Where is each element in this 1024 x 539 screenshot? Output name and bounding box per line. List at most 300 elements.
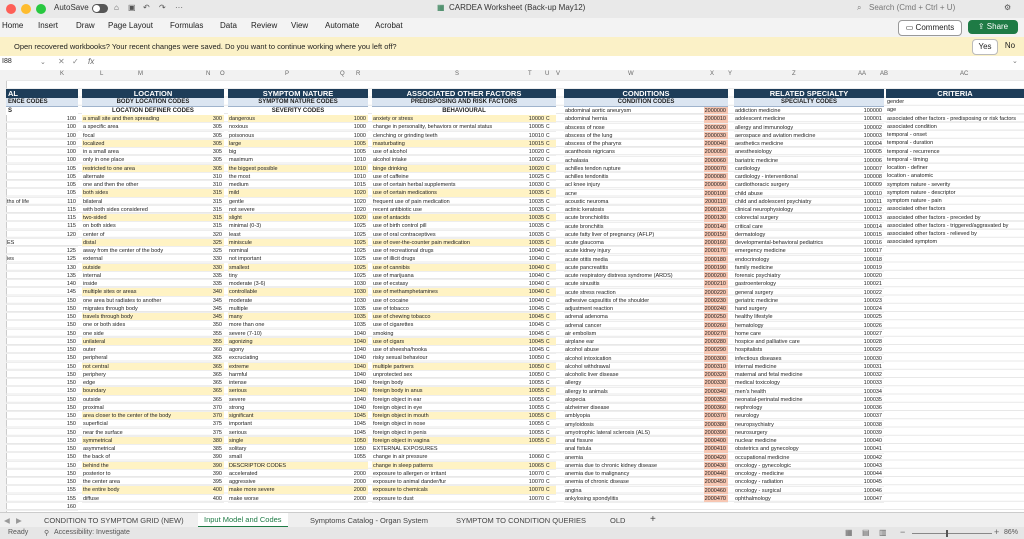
cell-text[interactable]: recent antibiotic use: [373, 206, 422, 213]
cell-code[interactable]: 155: [66, 487, 76, 494]
cell-code[interactable]: 10030: [528, 182, 544, 188]
table-row[interactable]: [228, 239, 368, 247]
table-row[interactable]: [82, 206, 224, 214]
cell-text[interactable]: achilles tendon rupture: [565, 165, 621, 172]
cell-flag[interactable]: C: [546, 165, 550, 172]
cell-text[interactable]: neurosurgery: [735, 429, 768, 436]
table-row[interactable]: [228, 338, 368, 346]
cell-flag[interactable]: C: [546, 256, 550, 263]
cell-text[interactable]: focal: [83, 132, 95, 139]
cell-code[interactable]: 100004: [863, 141, 882, 147]
cell-code[interactable]: 100043: [863, 462, 882, 469]
table-row[interactable]: [564, 487, 728, 495]
cell-code[interactable]: 345: [212, 305, 222, 312]
cell-text[interactable]: aggressive: [229, 479, 256, 485]
column-header[interactable]: R: [356, 71, 361, 77]
column-header[interactable]: N: [206, 71, 211, 77]
table-row[interactable]: [372, 214, 556, 222]
table-row[interactable]: [228, 255, 368, 263]
table-row[interactable]: [82, 313, 224, 321]
table-row[interactable]: [82, 148, 224, 156]
cell-code[interactable]: 10070: [528, 495, 544, 502]
home-icon[interactable]: ⌂: [114, 3, 119, 12]
table-row[interactable]: [82, 305, 224, 313]
cell-flag[interactable]: C: [546, 289, 550, 296]
cell-text[interactable]: symptom nature - descriptor: [887, 189, 956, 196]
table-row[interactable]: [734, 198, 884, 206]
cell-text[interactable]: [6, 387, 54, 394]
cell-text[interactable]: [6, 453, 54, 460]
column-header[interactable]: P: [285, 71, 290, 77]
cell-text[interactable]: [6, 222, 54, 229]
cell-text[interactable]: [6, 231, 54, 238]
cell-code[interactable]: 2000: [353, 487, 366, 494]
tab-automate[interactable]: Automate: [325, 21, 360, 30]
cell-flag[interactable]: C: [546, 338, 550, 345]
table-row[interactable]: [6, 396, 78, 404]
cell-text[interactable]: serious: [229, 429, 247, 436]
cell-code[interactable]: 100020: [863, 273, 882, 279]
table-row[interactable]: [228, 330, 368, 338]
cell-flag[interactable]: C: [546, 248, 550, 254]
cell-code[interactable]: 100035: [863, 396, 882, 403]
close-window-button[interactable]: [6, 4, 16, 14]
cell-text[interactable]: [6, 429, 54, 436]
cell-code[interactable]: 340: [212, 289, 222, 296]
cell-flag[interactable]: C: [546, 388, 550, 395]
cell-text[interactable]: superficial: [83, 421, 108, 428]
cell-code[interactable]: 10035: [528, 239, 544, 246]
cell-text[interactable]: abdominal hernia: [565, 116, 608, 123]
table-row[interactable]: [372, 173, 556, 181]
cell-text[interactable]: use of tobacco: [373, 305, 409, 312]
cell-text[interactable]: posterior to: [83, 470, 111, 477]
table-row[interactable]: [372, 420, 556, 428]
table-row[interactable]: [564, 132, 728, 140]
cell-text[interactable]: behind the: [83, 462, 109, 469]
table-row[interactable]: [6, 189, 78, 197]
table-row[interactable]: [886, 214, 1024, 222]
table-row[interactable]: [6, 239, 78, 247]
cancel-icon[interactable]: ✕: [58, 57, 65, 66]
table-row[interactable]: [564, 322, 728, 330]
cell-code[interactable]: 100010: [863, 190, 882, 197]
table-row[interactable]: [564, 115, 728, 123]
cell-text[interactable]: [6, 478, 54, 485]
cell-code[interactable]: 2000400: [704, 438, 726, 444]
cell-text[interactable]: severe: [229, 396, 246, 403]
cell-code[interactable]: 1000: [353, 124, 366, 131]
table-row[interactable]: [564, 148, 728, 156]
cell-code[interactable]: 330: [212, 264, 222, 271]
cell-text[interactable]: use of certain medications: [373, 190, 437, 197]
accessibility-status[interactable]: Accessibility: Investigate: [54, 529, 130, 536]
cell-text[interactable]: use of certain herbal supplements: [373, 182, 456, 188]
table-row[interactable]: [734, 313, 884, 321]
cell-text[interactable]: forensic psychiatry: [735, 273, 781, 279]
cell-code[interactable]: 100: [66, 157, 76, 164]
table-row[interactable]: [228, 206, 368, 214]
table-row[interactable]: [228, 346, 368, 354]
cell-code[interactable]: 105: [66, 173, 76, 180]
cell-code[interactable]: 10055: [528, 396, 544, 403]
cell-code[interactable]: 2000230: [704, 297, 726, 304]
cell-code[interactable]: 385: [212, 446, 222, 452]
table-row[interactable]: [564, 124, 728, 132]
cell-code[interactable]: 2000310: [704, 363, 726, 370]
cell-code[interactable]: 150: [66, 388, 76, 395]
cell-code[interactable]: 2000270: [704, 330, 726, 337]
cell-text[interactable]: moderate (3-6): [229, 281, 266, 287]
cell-flag[interactable]: C: [546, 421, 550, 428]
cell-text[interactable]: [6, 115, 54, 122]
table-row[interactable]: [734, 478, 884, 486]
cell-code[interactable]: 100018: [863, 256, 882, 263]
table-row[interactable]: [6, 354, 78, 362]
cell-code[interactable]: 365: [212, 371, 222, 378]
cell-flag[interactable]: C: [546, 223, 550, 230]
table-row[interactable]: [886, 164, 1024, 172]
table-row[interactable]: [372, 189, 556, 197]
cell-text[interactable]: agonizing: [229, 338, 253, 345]
cell-text[interactable]: important: [229, 421, 252, 428]
table-row[interactable]: [6, 313, 78, 321]
redo-icon[interactable]: ↷: [159, 3, 166, 12]
table-row[interactable]: [886, 98, 1024, 106]
share-button[interactable]: [968, 20, 1018, 34]
table-row[interactable]: [6, 156, 78, 164]
cell-text[interactable]: allergy to animals: [565, 388, 608, 395]
cell-code[interactable]: 310: [212, 182, 222, 188]
cell-text[interactable]: [6, 379, 54, 386]
table-row[interactable]: [372, 181, 556, 189]
cell-text[interactable]: [6, 445, 54, 452]
table-row[interactable]: [82, 478, 224, 486]
cell-text[interactable]: associated other factors - preceded by: [887, 214, 981, 221]
cell-flag[interactable]: C: [546, 231, 550, 238]
cell-text[interactable]: frequent use of pain medication: [373, 198, 450, 205]
cell-text[interactable]: foreign object in eye: [373, 404, 423, 411]
table-row[interactable]: [734, 289, 884, 297]
cell-text[interactable]: temporal - onset: [887, 132, 927, 138]
cell-code[interactable]: 100009: [863, 182, 882, 189]
cell-text[interactable]: one and then the other: [83, 182, 139, 188]
cell-code[interactable]: 345: [212, 314, 222, 320]
table-row[interactable]: [564, 157, 728, 165]
table-row[interactable]: [6, 321, 78, 329]
cell-code[interactable]: 2000110: [704, 198, 726, 205]
cell-text[interactable]: [6, 305, 54, 312]
cell-code[interactable]: 360: [212, 347, 222, 353]
cell-code[interactable]: 120: [66, 231, 76, 238]
cell-text[interactable]: not important: [229, 256, 262, 263]
cell-text[interactable]: amyloidosis: [565, 421, 594, 428]
table-row[interactable]: [734, 140, 884, 148]
cell-code[interactable]: 100046: [863, 487, 882, 494]
cell-text[interactable]: [6, 288, 54, 295]
cell-code[interactable]: 1005: [353, 140, 366, 147]
cell-code[interactable]: 100031: [863, 363, 882, 370]
undo-icon[interactable]: ↶: [143, 3, 150, 12]
cell-text[interactable]: use of caffeine: [373, 173, 409, 180]
cell-code[interactable]: 1055: [353, 454, 366, 461]
zoom-slider[interactable]: [912, 533, 992, 534]
table-row[interactable]: [82, 379, 224, 387]
cell-code[interactable]: 150: [66, 429, 76, 436]
page-break-view-icon[interactable]: ▥: [879, 528, 887, 537]
cell-text[interactable]: [6, 247, 54, 254]
table-row[interactable]: [228, 495, 368, 503]
cell-code[interactable]: 2000090: [704, 182, 726, 189]
cell-code[interactable]: 1050: [353, 446, 366, 452]
table-row[interactable]: [734, 190, 884, 198]
cell-code[interactable]: 355: [212, 330, 222, 337]
tab-formulas[interactable]: Formulas: [170, 21, 204, 30]
cell-code[interactable]: 1040: [353, 363, 366, 370]
cell-text[interactable]: on both sides: [83, 223, 116, 230]
cell-text[interactable]: foreign object in ear: [373, 396, 422, 403]
cell-text[interactable]: achilles tendonitis: [565, 174, 609, 180]
cell-code[interactable]: 2000390: [704, 429, 726, 436]
cell-code[interactable]: 325: [212, 248, 222, 254]
table-row[interactable]: [734, 157, 884, 165]
table-row[interactable]: [228, 272, 368, 280]
table-row[interactable]: [372, 132, 556, 140]
cell-text[interactable]: maternal and fetal medicine: [735, 372, 803, 378]
table-row[interactable]: [228, 222, 368, 230]
cell-code[interactable]: 140: [66, 281, 76, 287]
cell-code[interactable]: 2000: [353, 479, 366, 485]
table-row[interactable]: [82, 214, 224, 222]
cell-code[interactable]: 320: [212, 231, 222, 238]
cell-flag[interactable]: C: [546, 281, 550, 287]
table-row[interactable]: [6, 222, 78, 230]
cell-text[interactable]: [6, 363, 54, 370]
cell-text[interactable]: men's health: [735, 388, 767, 395]
cell-text[interactable]: air embolism: [565, 330, 597, 337]
cell-code[interactable]: 390: [212, 454, 222, 461]
cell-text[interactable]: bariatric medicine: [735, 157, 779, 164]
cell-text[interactable]: neurology: [735, 413, 760, 420]
cell-code[interactable]: 305: [212, 157, 222, 164]
cell-code[interactable]: 10050: [528, 371, 544, 378]
autosave-toggle[interactable]: [92, 4, 108, 13]
cell-code[interactable]: 160: [66, 503, 76, 510]
cell-code[interactable]: 2000370: [704, 413, 726, 420]
cell-code[interactable]: 100005: [863, 149, 882, 156]
cell-text[interactable]: [6, 486, 54, 493]
cell-code[interactable]: 150: [66, 330, 76, 337]
table-row[interactable]: [734, 470, 884, 478]
table-row[interactable]: [734, 429, 884, 437]
table-row[interactable]: [734, 239, 884, 247]
fx-icon[interactable]: fx: [88, 57, 95, 66]
cell-flag[interactable]: C: [546, 215, 550, 221]
cell-code[interactable]: 1025: [353, 239, 366, 246]
cell-code[interactable]: 1040: [353, 388, 366, 395]
cell-code[interactable]: 100021: [863, 281, 882, 288]
table-row[interactable]: [6, 470, 78, 478]
cell-text[interactable]: multiple: [229, 305, 248, 312]
cell-text[interactable]: associated other factors - predisposing or risk factors: [887, 115, 1017, 122]
column-header[interactable]: L: [100, 71, 104, 77]
cell-code[interactable]: 10025: [528, 173, 544, 180]
column-header[interactable]: AA: [858, 71, 867, 77]
cell-code[interactable]: 2000190: [704, 264, 726, 271]
cell-code[interactable]: 2000410: [704, 446, 726, 453]
tab-acrobat[interactable]: Acrobat: [375, 21, 403, 30]
cell-code[interactable]: 370: [212, 413, 222, 419]
cell-text[interactable]: [6, 132, 54, 139]
cell-text[interactable]: temporal - recurrence: [887, 148, 940, 155]
cell-code[interactable]: 100045: [863, 479, 882, 486]
cell-text[interactable]: exposure to dust: [373, 495, 414, 502]
table-row[interactable]: [82, 264, 224, 272]
cell-code[interactable]: 1025: [353, 264, 366, 271]
table-row[interactable]: [372, 247, 556, 255]
cell-code[interactable]: 10045: [528, 330, 544, 337]
cell-text[interactable]: neonatal-perinatal medicine: [735, 396, 803, 403]
cell-text[interactable]: [6, 140, 54, 147]
table-row[interactable]: [82, 470, 224, 478]
table-row[interactable]: [6, 272, 78, 280]
cell-code[interactable]: 100: [66, 116, 76, 122]
cell-code[interactable]: 1040: [353, 338, 366, 345]
cell-text[interactable]: [6, 264, 54, 271]
table-row[interactable]: [82, 132, 224, 140]
cell-code[interactable]: 2000330: [704, 380, 726, 387]
table-row[interactable]: [6, 387, 78, 395]
table-row[interactable]: [228, 231, 368, 239]
cell-text[interactable]: dermatology: [735, 231, 766, 238]
cell-code[interactable]: 10055: [528, 380, 544, 386]
cell-flag[interactable]: C: [546, 314, 550, 320]
table-row[interactable]: [372, 371, 556, 379]
table-row[interactable]: [82, 412, 224, 420]
cell-text[interactable]: acute fatty liver of pregnancy (AFLP): [565, 231, 655, 238]
table-row[interactable]: [372, 115, 556, 123]
cell-flag[interactable]: C: [546, 487, 550, 494]
cell-code[interactable]: 10065: [528, 462, 544, 469]
table-row[interactable]: [82, 363, 224, 371]
cell-text[interactable]: travels through body: [83, 314, 133, 320]
table-row[interactable]: [734, 338, 884, 346]
table-row[interactable]: [228, 445, 368, 453]
cell-text[interactable]: [6, 280, 54, 287]
cell-code[interactable]: 2000060: [704, 157, 726, 164]
cell-text[interactable]: controllable: [229, 289, 258, 296]
cell-text[interactable]: associated other factors - relieved by: [887, 231, 977, 237]
cell-code[interactable]: 10040: [528, 272, 544, 279]
cell-text[interactable]: hospitalists: [735, 347, 763, 354]
cell-code[interactable]: 10050: [528, 355, 544, 362]
cell-text[interactable]: hand surgery: [735, 306, 768, 312]
cell-code[interactable]: 150: [66, 314, 76, 320]
cell-text[interactable]: use of birth control pill: [373, 223, 427, 230]
cell-code[interactable]: 100037: [863, 413, 882, 420]
cell-text[interactable]: use of cigars: [373, 338, 405, 345]
table-row[interactable]: [6, 486, 78, 494]
cell-code[interactable]: 1020: [353, 215, 366, 221]
cell-text[interactable]: make worse: [229, 495, 259, 502]
table-row[interactable]: [886, 230, 1024, 238]
cell-text[interactable]: [6, 181, 54, 188]
table-row[interactable]: [564, 206, 728, 214]
cell-text[interactable]: acute otitis media: [565, 256, 608, 263]
cell-code[interactable]: 100022: [863, 289, 882, 296]
column-header[interactable]: M: [138, 71, 143, 77]
cell-text[interactable]: cardiology - interventional: [735, 174, 798, 180]
cell-code[interactable]: 1025: [353, 248, 366, 254]
cell-text[interactable]: location - anatomic: [887, 173, 934, 180]
cell-code[interactable]: 375: [212, 429, 222, 436]
table-row[interactable]: [372, 445, 556, 453]
table-row[interactable]: [82, 165, 224, 173]
table-row[interactable]: [734, 132, 884, 140]
cell-text[interactable]: endocrinology: [735, 256, 770, 263]
cell-flag[interactable]: C: [546, 264, 550, 271]
cell-code[interactable]: 130: [66, 264, 76, 271]
cell-code[interactable]: 10055: [528, 437, 544, 444]
cell-text[interactable]: acanthosis nigricans: [565, 149, 615, 156]
table-row[interactable]: [6, 297, 78, 305]
cell-text[interactable]: acute kidney injury: [565, 248, 611, 255]
cell-text[interactable]: alopecia: [565, 396, 586, 403]
zoom-window-button[interactable]: [36, 4, 46, 14]
cell-code[interactable]: 150: [66, 421, 76, 428]
cell-text[interactable]: home care: [735, 330, 761, 337]
table-row[interactable]: [228, 429, 368, 437]
cell-text[interactable]: [6, 437, 54, 444]
table-row[interactable]: [372, 231, 556, 239]
cell-code[interactable]: 2000100: [704, 190, 726, 197]
table-row[interactable]: [372, 462, 556, 470]
tab-page-layout[interactable]: Page Layout: [108, 21, 153, 30]
cell-code[interactable]: 390: [212, 470, 222, 477]
zoom-in-icon[interactable]: +: [994, 527, 1000, 537]
table-row[interactable]: [82, 297, 224, 305]
cell-flag[interactable]: C: [546, 495, 550, 502]
cell-flag[interactable]: C: [546, 124, 550, 131]
cell-code[interactable]: 2000320: [704, 372, 726, 378]
table-row[interactable]: [82, 396, 224, 404]
cell-text[interactable]: amblyopia: [565, 413, 591, 420]
table-row[interactable]: [564, 421, 728, 429]
table-row[interactable]: [372, 412, 556, 420]
table-row[interactable]: [372, 495, 556, 503]
cell-text[interactable]: acute bronchitis: [565, 223, 604, 230]
cell-code[interactable]: 10055: [528, 413, 544, 419]
confirm-icon[interactable]: ✓: [72, 57, 79, 66]
cell-code[interactable]: 2000140: [704, 223, 726, 230]
cell-code[interactable]: 10070: [528, 470, 544, 477]
cell-text[interactable]: anesthesiology: [735, 149, 772, 156]
table-row[interactable]: [228, 486, 368, 494]
cell-code[interactable]: 10035: [528, 190, 544, 197]
cell-text[interactable]: outside: [83, 264, 101, 271]
table-row[interactable]: [82, 354, 224, 362]
table-row[interactable]: [564, 107, 728, 115]
cell-text[interactable]: medical toxicology: [735, 380, 780, 387]
table-row[interactable]: [228, 123, 368, 131]
cell-text[interactable]: masturbating: [373, 140, 405, 147]
table-row[interactable]: [6, 115, 78, 123]
cell-code[interactable]: 365: [212, 388, 222, 395]
table-row[interactable]: [372, 330, 556, 338]
cell-code[interactable]: 10035: [528, 206, 544, 213]
table-row[interactable]: [6, 165, 78, 173]
table-row[interactable]: [372, 346, 556, 354]
